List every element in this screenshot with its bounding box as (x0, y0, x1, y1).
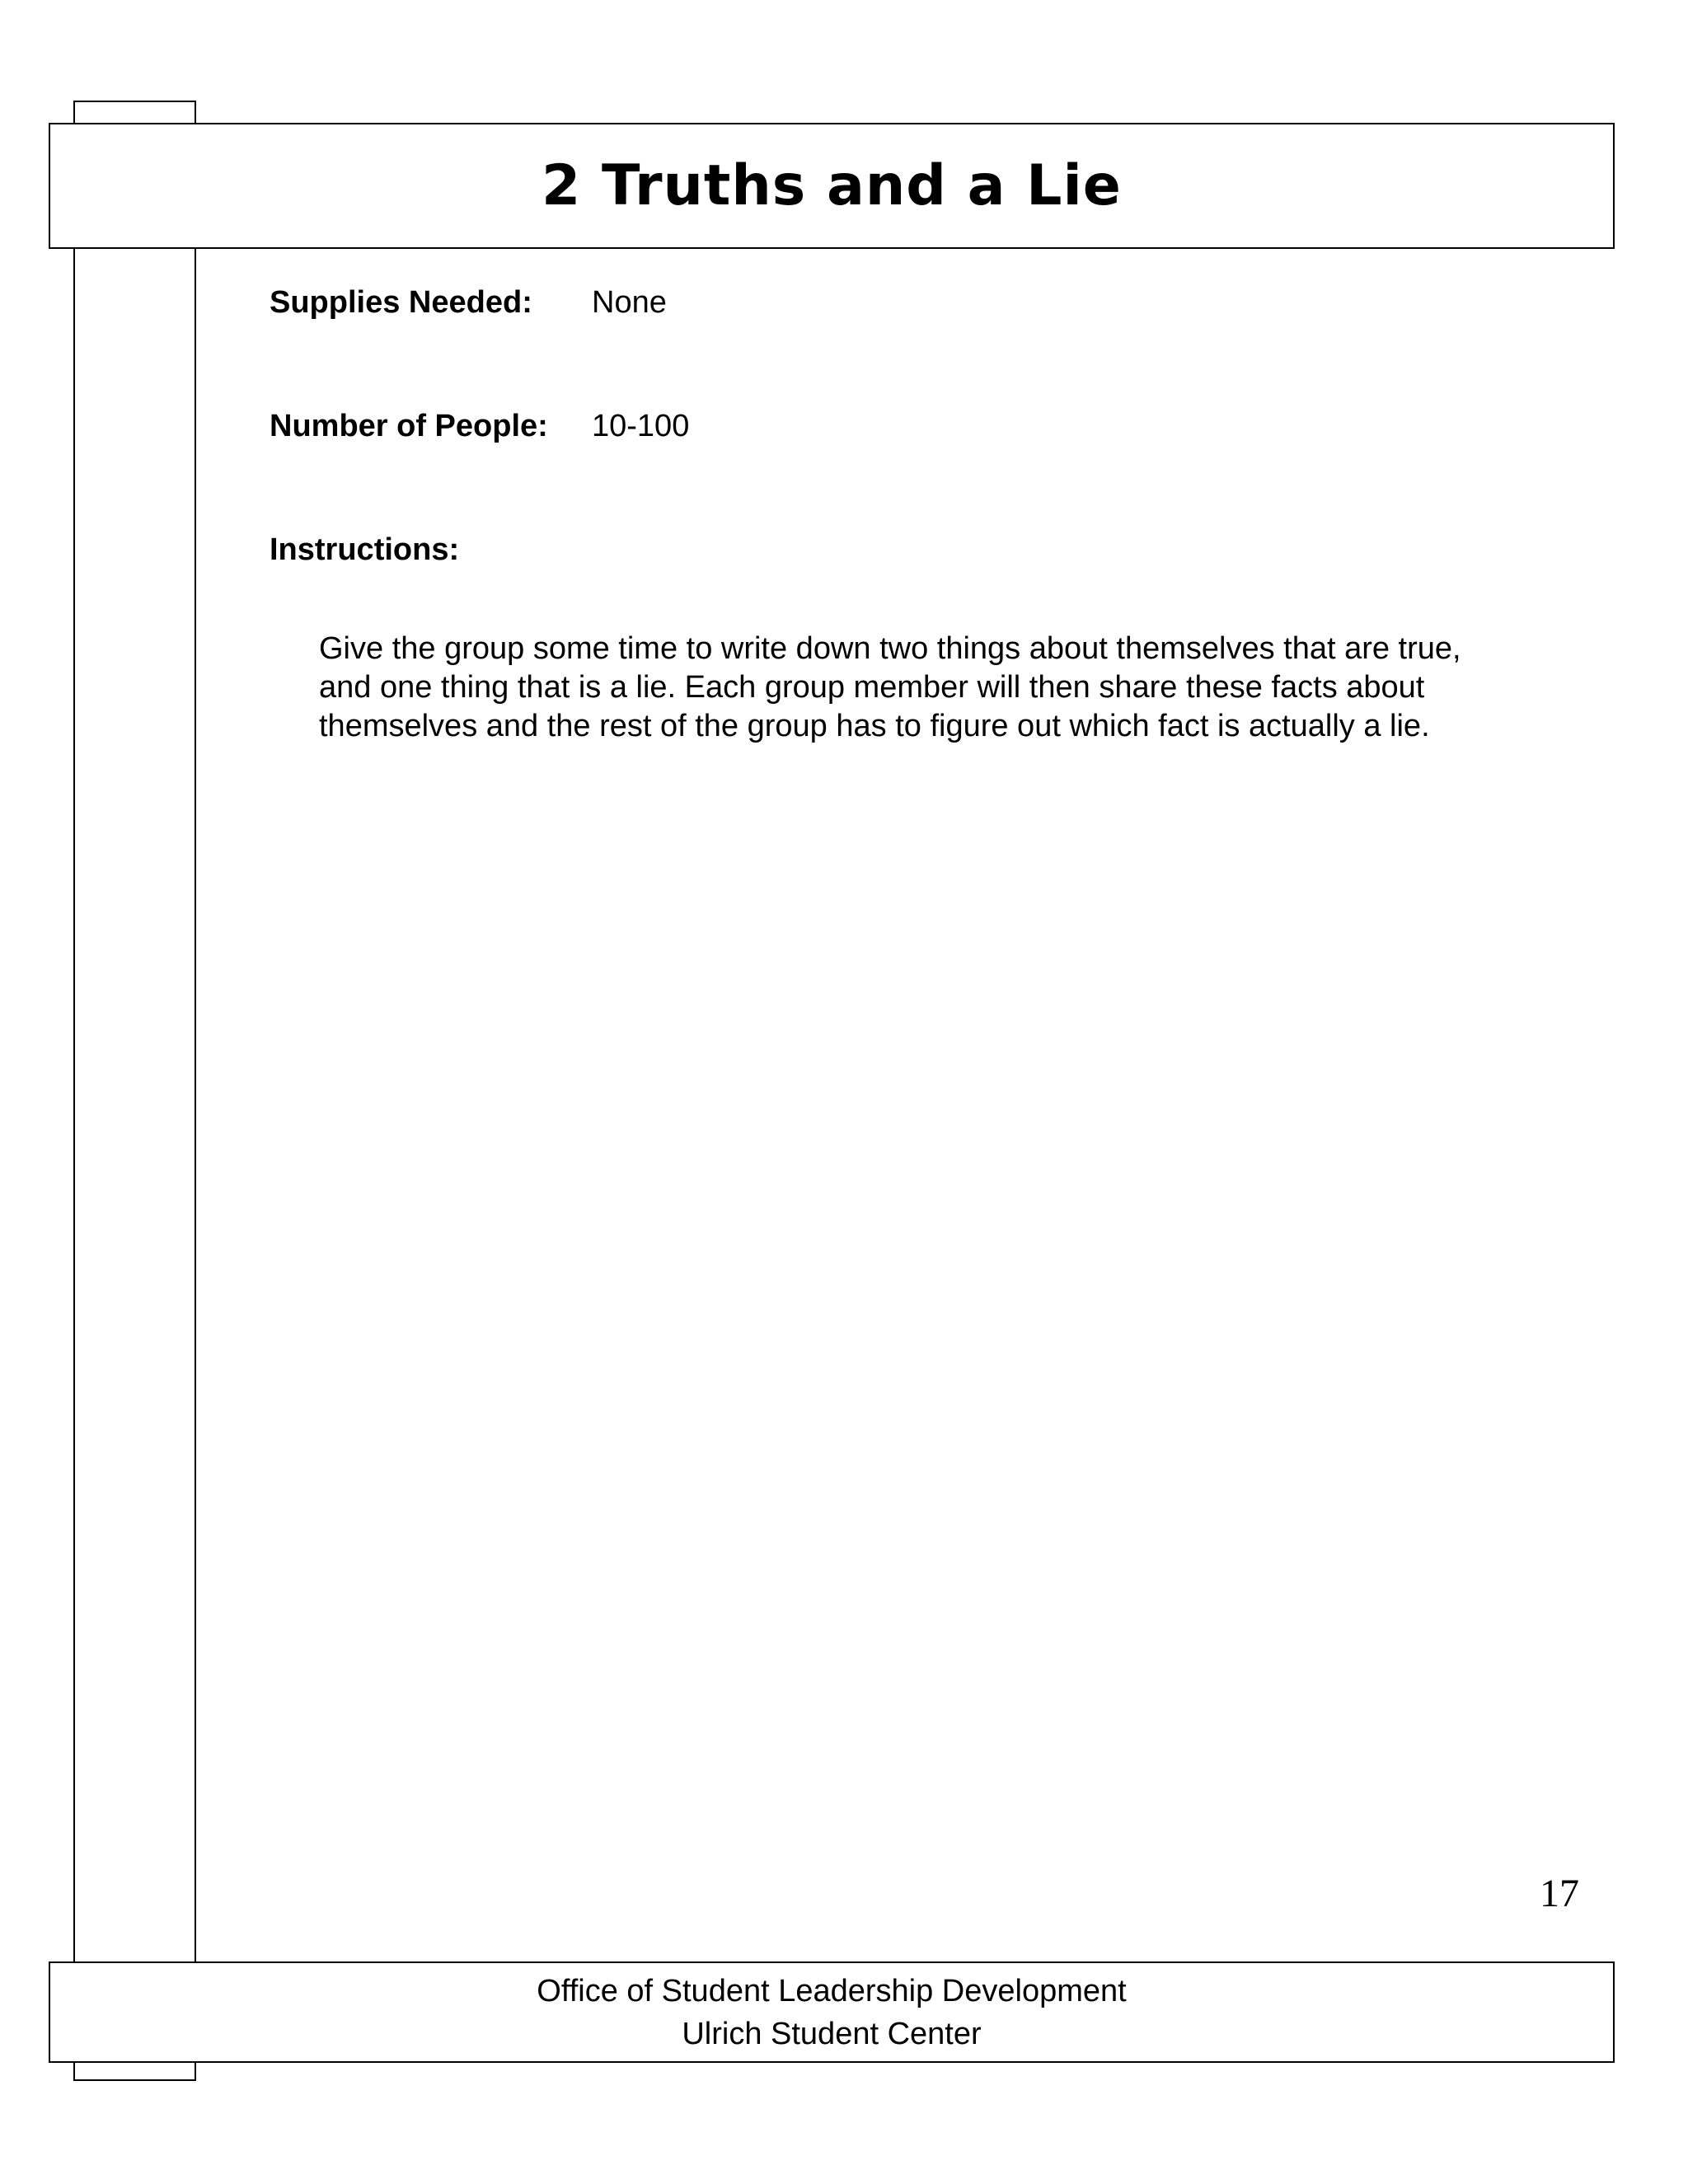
footer-office: Office of Student Leadership Development (537, 1973, 1127, 2008)
people-label: Number of People: (270, 409, 548, 443)
title-box (49, 123, 1615, 249)
instructions-body (319, 630, 1572, 746)
people-value: 10-100 (592, 409, 690, 443)
footer (49, 1961, 1615, 2063)
margin-bar (73, 101, 196, 2081)
instructions-label: Instructions: (270, 532, 460, 567)
supplies-label: Supplies Needed: (270, 285, 532, 320)
page-title: 2 Truths and a Lie (542, 153, 1122, 218)
page-number: 17 (1540, 1872, 1579, 1915)
instructions-line: themselves and the rest of the group has to figure out which fact is actually a lie. (319, 709, 1430, 743)
instructions-line: and one thing that is a lie. Each group member will then share these facts about (319, 670, 1425, 705)
footer-location: Ulrich Student Center (682, 2016, 982, 2051)
instructions-line: Give the group some time to write down two things about themselves that are true, (319, 631, 1461, 666)
supplies-value: None (592, 285, 667, 320)
